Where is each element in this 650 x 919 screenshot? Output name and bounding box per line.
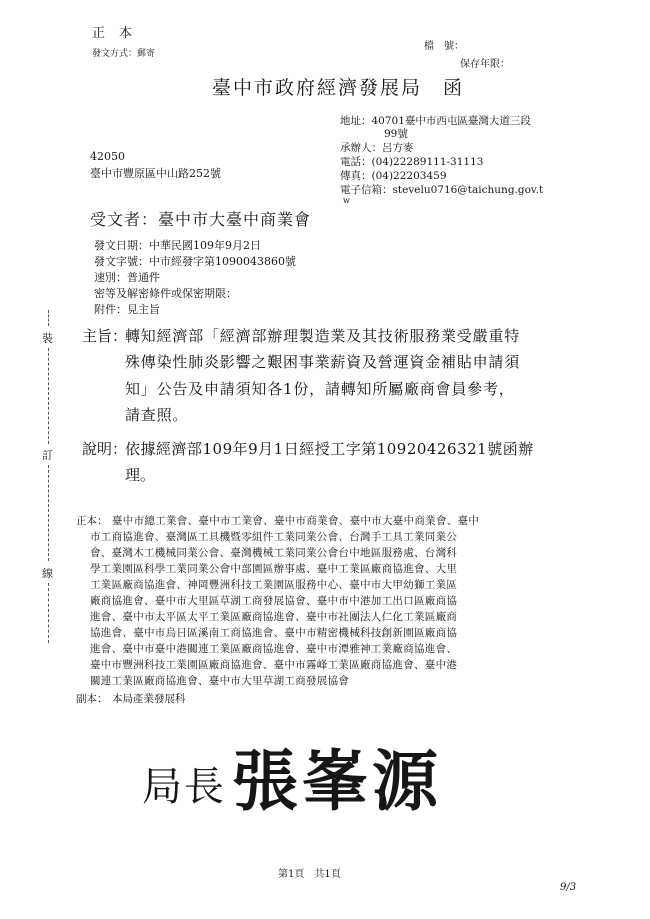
issue-date: 發文日期：中華民國109年9月2日 <box>94 239 261 252</box>
contact-person: 承辦人：呂方麥 <box>340 142 414 154</box>
cc-line: 進會、臺中市臺中港關連工業區廠商協進會、臺中市潭雅神工業廠商協進會、 <box>90 643 458 655</box>
cc-line: 協進會、臺中市烏日區溪南工商協進會、臺中市精密機械科技創新園區廠商協 <box>90 627 458 639</box>
cc-line: 會、臺灣木工機械同業公會、臺灣機械工業同業公會台中地區服務處、台灣科 <box>90 547 458 559</box>
cc-line: 關連工業區廠商協進會、臺中市大里草湖工商發展協會 <box>90 675 350 687</box>
cc-line: 廠商協進會、臺中市大里區草湖工商發展協會、臺中市中港加工出口區廠商協 <box>90 595 458 607</box>
bcc-recipient: 本局產業發展科 <box>112 693 186 705</box>
email-address: 電子信箱：stevelu0716@taichung.gov.t <box>340 184 544 196</box>
subject-line: 轉知經濟部「經濟部辦理製造業及其技術服務業受嚴重特 <box>125 327 521 345</box>
cc-line: 工業區廠商協進會、神岡豐洲科技工業園區服務中心、臺中市大甲幼獅工業區 <box>90 579 458 591</box>
explanation-label: 說明： <box>82 440 128 458</box>
agency-title: 臺中市政府經濟發展局 函 <box>212 77 465 99</box>
binding-line-dash <box>48 465 49 561</box>
binding-mark-zhuang: 裝 <box>42 332 53 345</box>
cc-line: 進會、臺中市太平區太平工業區廠商協進會、臺中市社團法人仁化工業區廠商 <box>90 611 458 623</box>
delivery-speed: 速別：普通件 <box>94 271 160 284</box>
sender-address-continued: 99號 <box>384 128 408 140</box>
cc-line: 臺中市總工業會、臺中市工業會、臺中市商業會、臺中市大臺中商業會、臺中 <box>112 515 480 527</box>
secrecy-level: 密等及解密條件或保密期限： <box>94 287 237 300</box>
binding-line-dash <box>48 583 49 643</box>
recipient-address: 臺中市豐原區中山路252號 <box>90 167 221 180</box>
explanation-line: 依據經濟部109年9月1日經授工字第10920426321號函辦 <box>125 440 534 458</box>
binding-line-dash <box>48 348 49 444</box>
phone-number: 電話：(04)22289111-31113 <box>340 156 484 168</box>
signature-title: 局長 <box>142 764 226 810</box>
subject-line: 殊傳染性肺炎影響之艱困事業薪資及營運資金補貼申請須 <box>125 353 521 371</box>
handwritten-note: 9/3 <box>560 882 577 893</box>
fax-number: 傳真：(04)22203459 <box>340 170 447 182</box>
file-number-label: 檔 號： <box>424 41 464 52</box>
copy-mark: 正本 <box>92 26 147 41</box>
binding-mark-ding: 訂 <box>42 449 53 462</box>
retention-label: 保存年限： <box>460 59 510 70</box>
page-number: 第1頁 共1頁 <box>278 869 341 880</box>
cc-label: 正本： <box>76 515 108 527</box>
email-address-wrap: w <box>343 196 350 205</box>
subject-label: 主旨： <box>82 327 128 345</box>
send-method: 發文方式：郵寄 <box>92 49 156 59</box>
attachment-line: 附件：見主旨 <box>94 303 160 316</box>
binding-line-dash <box>48 310 49 326</box>
sender-address: 地址：40701臺中市西屯區臺灣大道三段 <box>340 115 531 127</box>
receiver-line: 受文者：臺中市大臺中商業會 <box>90 210 312 229</box>
subject-line: 請查照。 <box>125 406 189 424</box>
binding-mark-xian: 線 <box>42 567 53 580</box>
postal-code: 42050 <box>90 150 125 163</box>
document-number: 發文字號：中市經發字第1090043860號 <box>94 255 296 268</box>
explanation-line: 理。 <box>125 466 156 484</box>
subject-line: 知」公告及申請須知各1份，請轉知所屬廠商會員參考， <box>125 380 515 398</box>
cc-line: 學工業園區科學工業同業公會中部園區辦事處、臺中工業區廠商協進會、大里 <box>90 563 458 575</box>
signature-name: 張峯源 <box>232 742 442 820</box>
cc-line: 臺中市豐洲科技工業園區廠商協進會、臺中市霧峰工業區廠商協進會、臺中港 <box>90 659 458 671</box>
cc-line: 市工商協進會、臺灣區工具機暨零組件工業同業公會、台灣手工具工業同業公 <box>90 531 458 543</box>
bcc-label: 副本： <box>76 693 108 705</box>
